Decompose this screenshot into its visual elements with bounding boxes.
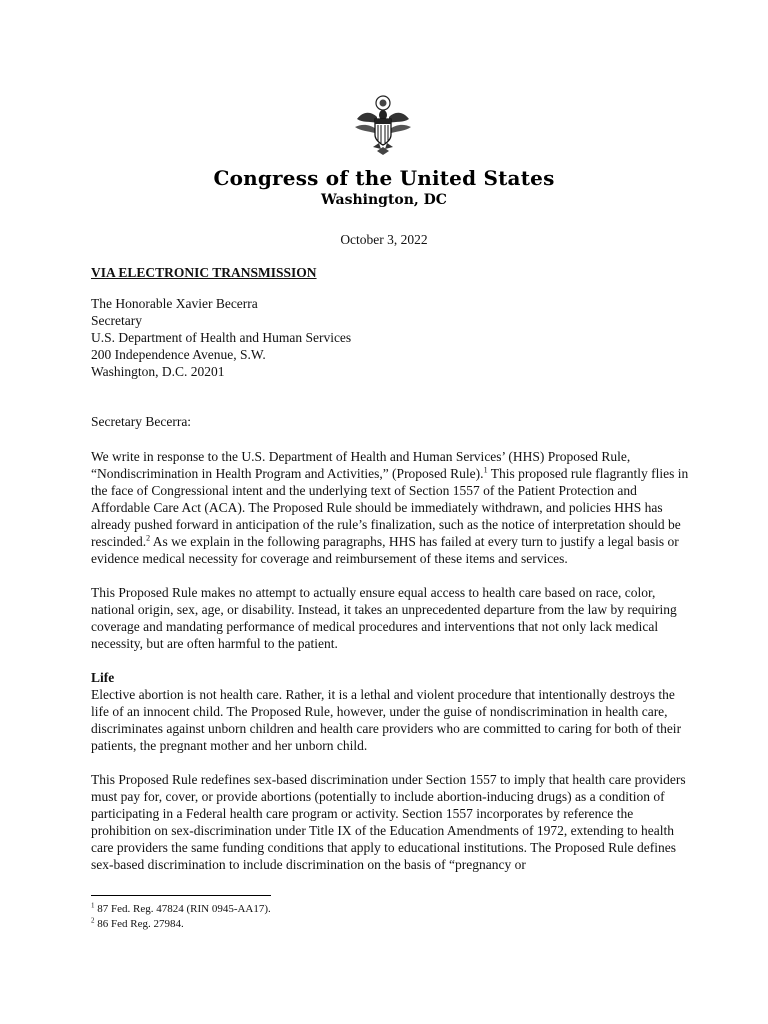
recipient-name: The Honorable Xavier Becerra	[91, 296, 258, 311]
letterhead-title: Congress of the United States	[213, 166, 555, 190]
footnote-1: $^1$ 87 Fed. Reg. 47824 (RIN 0945-AA17).	[91, 901, 271, 915]
paragraph-section-1557: This Proposed Rule redefines sex-based discrimination under Section 1557 to imply that health care providers must pay for, cover, or provide abortions (potentially to include abortion-inducing drugs) as a condition of participating in a Federal health care program or activity. Section 1557 incorporates by reference the prohibition on sex-discrimination under Title IX of the Education Amendments of 1972, extending to health care providers the same funding conditions that apply to educational institutions. The Proposed Rule defines sex-based discrimination to include discrimination on the basis of “pregnancy or	[91, 772, 686, 872]
recipient-department: U.S. Department of Health and Human Services	[91, 330, 352, 345]
footnote-2: $^2$ 86 Fed Reg. 27984.	[91, 916, 184, 930]
section-heading-life: Life	[91, 670, 115, 685]
recipient-city: Washington, D.C. 20201	[91, 364, 225, 379]
recipient-address	[91, 295, 691, 380]
paragraph-life: Elective abortion is not health care. Rather, it is a lethal and violent procedure that intentionally destroys the life of an innocent child. The Proposed Rule, however, under the guise of nondiscrimination in health care, discriminates against unborn children and health care providers who are committed to caring for both of their patients, the pregnant mother and her unborn child.	[91, 687, 682, 753]
delivery-method: VIA ELECTRONIC TRANSMISSION	[91, 265, 317, 280]
letter-date: October 3, 2022	[340, 232, 428, 247]
recipient-street: 200 Independence Avenue, S.W.	[91, 347, 266, 362]
recipient-title: Secretary	[91, 313, 142, 328]
paragraph-intro: We write in response to the U.S. Department of Health and Human Services’ (HHS) Proposed Rule, “Nondiscrimination in Health Program and Activities,” (Proposed Rule).$^1$ This proposed rule flagrantly flies in the face of Congressional intent and the underlying text of Section 1557 of the Patient Protection and Affordable Care Act (ACA). The Proposed Rule should be immediately withdrawn, and policies HHS has already pushed forward in anticipation of the rule’s finalization, such as the notice of interpretation should be rescinded.$^2$ As we explain in the following paragraphs, HHS has failed at every turn to justify a legal basis or evidence medical necessity for coverage and reimbursement of these items and services.	[91, 449, 689, 566]
paragraph-access: This Proposed Rule makes no attempt to actually ensure equal access to health care based on race, color, national origin, sex, age, or disability. Instead, it takes an unprecedented departure from the law by requiring coverage and mandating performance of medical procedures and interventions that not only lack medical necessity, but are often harmful to the patient.	[91, 585, 677, 651]
letter-body	[91, 264, 691, 890]
footnotes	[91, 902, 271, 932]
footnote-divider	[91, 895, 271, 896]
letterhead-subtitle: Washington, DC	[321, 192, 447, 208]
footnote-ref-1[interactable]: 1	[483, 465, 488, 475]
great-seal-icon	[351, 93, 415, 157]
salutation: Secretary Becerra:	[91, 414, 192, 429]
footnote-ref-2[interactable]: 2	[146, 533, 151, 543]
